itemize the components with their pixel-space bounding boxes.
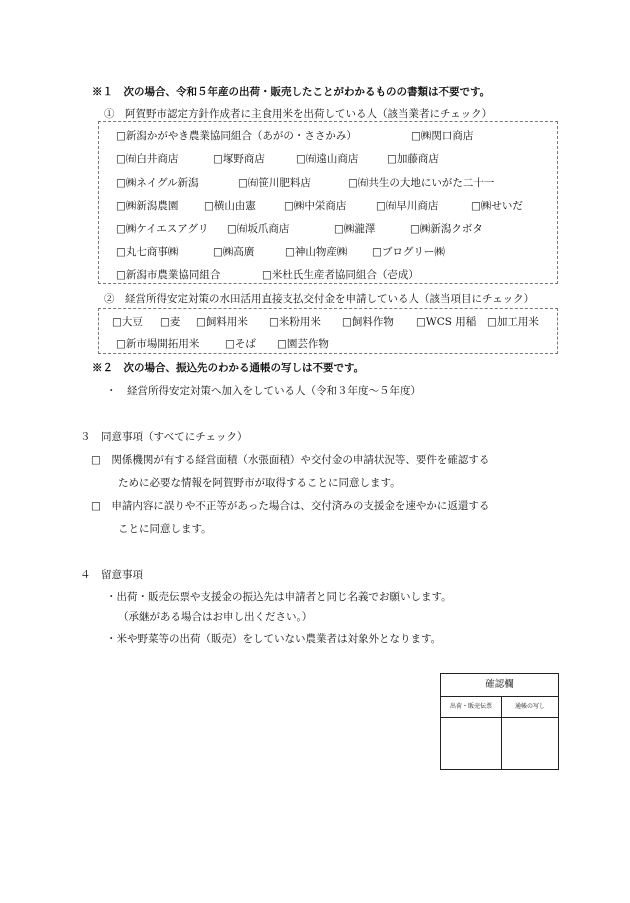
crop-checkbox[interactable]: □WCS 用稲 <box>416 316 477 328</box>
confirmation-box-title: 確認欄 <box>441 674 558 697</box>
note1-sub1: ① 阿賀野市認定方針作成者に主食用米を出荷している人（該当業者にチェック） <box>104 108 493 120</box>
dealer-checkbox[interactable]: □㈲笹川肥料店 <box>238 177 311 189</box>
crop-checkbox[interactable]: □新市場開拓用米 <box>116 338 200 350</box>
dealer-checkbox[interactable]: □㈲遠山商店 <box>296 153 359 165</box>
dealer-checkbox[interactable]: □㈱瀧澤 <box>334 223 376 235</box>
crop-checkbox[interactable]: □大豆 <box>112 316 143 328</box>
crop-checkbox[interactable]: □加工用米 <box>487 316 539 328</box>
dealer-checkbox[interactable]: □丸七商事㈱ <box>116 246 179 258</box>
confirmation-col-slip: 出荷・販売伝票 <box>441 697 501 718</box>
dealer-checkbox[interactable]: □㈲共生の大地にいがた二十一 <box>348 177 495 189</box>
note2-bullet: ・ 経営所得安定対策へ加入をしている人（令和３年度～５年度） <box>106 385 421 397</box>
dealer-checkbox[interactable]: □㈱高廣 <box>213 246 255 258</box>
dealer-checkbox[interactable]: □㈱関口商店 <box>411 130 474 142</box>
crop-checkbox[interactable]: □飼料用米 <box>196 316 248 328</box>
crop-checkbox[interactable]: □そば <box>225 338 256 350</box>
dealer-checkbox[interactable]: □㈱ケイエスアグリ <box>116 223 209 235</box>
confirmation-box <box>440 673 559 770</box>
dealer-checkbox[interactable]: □ブログリー㈱ <box>372 246 445 258</box>
dealer-checkbox[interactable]: □㈲白井商店 <box>116 153 179 165</box>
consent-item-2[interactable]: □ 申請内容に誤りや不正等があった場合は、交付済みの支援金を速やかに返還する <box>91 500 490 512</box>
note1-sub2: ② 経営所得安定対策の水田活用直接支払交付金を申請している人（該当項目にチェック） <box>104 293 535 305</box>
dealer-checkbox[interactable]: □㈱せいだ <box>471 200 523 212</box>
dealer-checkbox[interactable]: □㈲坂爪商店 <box>227 223 290 235</box>
note2-heading: ※２ 次の場合、振込先のわかる通帳の写しは不要です。 <box>92 362 365 374</box>
dealer-checkbox[interactable]: □㈱新潟クボタ <box>410 223 483 235</box>
notice-line-3: ・米や野菜等の出荷（販売）をしていない農業者は対象外となります。 <box>106 633 442 645</box>
confirmation-divider <box>501 697 502 769</box>
confirmation-col-passbook: 通帳の写し <box>502 697 558 718</box>
crop-checkbox[interactable]: □麦 <box>160 316 181 328</box>
notice-line-1: ・出荷・販売伝票や支援金の振込先は申請者と同じ名義でお願いします。 <box>106 591 452 603</box>
section4-title: ４ 留意事項 <box>80 569 143 581</box>
notice-line-2: （承継がある場合はお申し出ください。） <box>118 611 313 623</box>
dealer-checkbox[interactable]: □㈲早川商店 <box>376 200 439 212</box>
dealer-checkbox[interactable]: □㈱新潟農園 <box>116 200 179 212</box>
dealer-checkbox[interactable]: □㈱中栄商店 <box>284 200 347 212</box>
dealer-checkbox[interactable]: □塚野商店 <box>213 153 265 165</box>
consent-item-1[interactable]: □ 関係機関が有する経営面積（水張面積）や交付金の申請状況等、要件を確認する <box>91 454 490 466</box>
section3-title: ３ 同意事項（すべてにチェック） <box>80 431 248 443</box>
dealer-checkbox[interactable]: □加藤商店 <box>387 153 439 165</box>
note1-heading: ※１ 次の場合、令和５年産の出荷・販売したことがわかるものの書類は不要です。 <box>92 86 491 98</box>
crop-checkbox[interactable]: □米粉用米 <box>269 316 321 328</box>
consent-item-1-cont: ために必要な情報を阿賀野市が取得することに同意します。 <box>118 477 401 489</box>
crop-checkbox[interactable]: □園芸作物 <box>277 338 329 350</box>
dealer-checkbox[interactable]: □新潟かがやき農業協同組合（あがの・ささかみ） <box>116 130 357 142</box>
dealer-checkbox[interactable]: □新潟市農業協同組合 <box>116 269 221 281</box>
dealer-checkbox[interactable]: □㈱ネイグル新潟 <box>116 177 199 189</box>
dealer-checkbox[interactable]: □横山由憲 <box>204 200 256 212</box>
consent-item-2-cont: ことに同意します。 <box>118 523 212 535</box>
dealer-checkbox[interactable]: □神山物産㈱ <box>285 246 348 258</box>
dealer-checkbox[interactable]: □米杜氏生産者協同組合（壱成） <box>262 269 419 281</box>
crop-checkbox[interactable]: □飼料作物 <box>342 316 394 328</box>
